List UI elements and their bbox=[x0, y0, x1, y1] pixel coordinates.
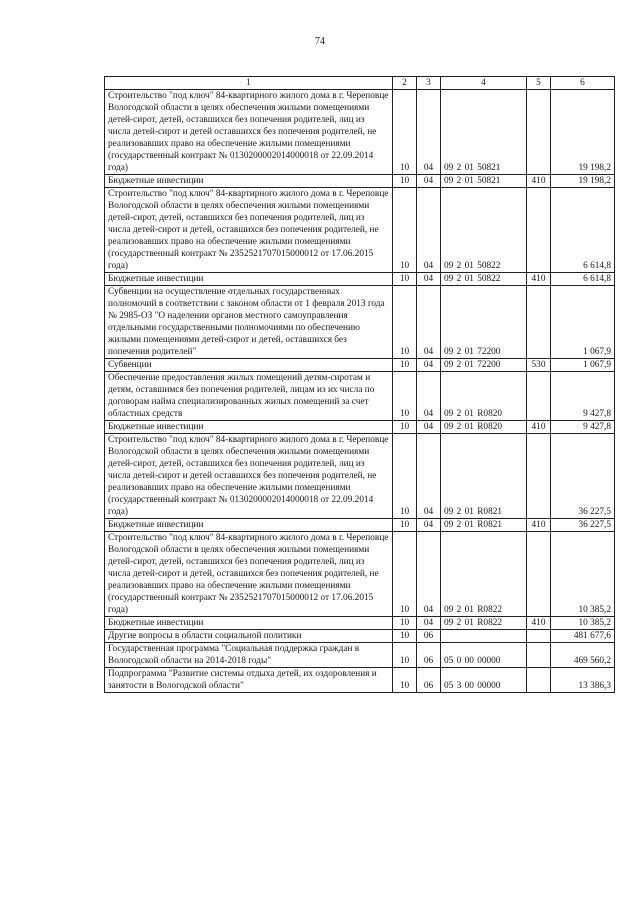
row-section: 10 bbox=[393, 668, 417, 693]
row-name: Строительство "под ключ" 84-квартирного жилого дома в г. Череповце Вологодской области в целях обеспечения жилыми помещениями детей-сирот, детей, оставшихся без попечения родителей, лиц из числа детей-сирот и детей, оставшихся без попечения родителей, не реализовавших право на обеспечение жилыми помещениями (государственный контракт № 2352521707015000012 от 17.06.2015 года) bbox=[105, 532, 393, 617]
row-amount: 13 386,3 bbox=[551, 668, 615, 693]
page-number: 74 bbox=[315, 36, 325, 47]
table-row bbox=[105, 359, 615, 372]
row-expense-type bbox=[527, 668, 551, 693]
row-amount: 19 198,2 bbox=[551, 175, 615, 188]
header-col-2: 2 bbox=[393, 77, 417, 90]
row-section: 10 bbox=[393, 630, 417, 643]
row-expense-type bbox=[527, 188, 551, 273]
table-row bbox=[105, 434, 615, 519]
row-target-code: 09 2 01 72200 bbox=[441, 359, 527, 372]
row-target-code: 09 2 01 50821 bbox=[441, 175, 527, 188]
table-row bbox=[105, 630, 615, 643]
row-amount: 10 385,2 bbox=[551, 617, 615, 630]
row-name: Строительство "под ключ" 84-квартирного жилого дома в г. Череповце Вологодской области в целях обеспечения жилыми помещениями детей-сирот, детей, оставшихся без попечения родителей, лиц из числа детей-сирот и детей, оставшихся без попечения родителей, не реализовавших право на обеспечение жилыми помещениями (государственный контракт № 2352521707015000012 от 17.06.2015 года) bbox=[105, 188, 393, 273]
row-subsection: 06 bbox=[417, 668, 441, 693]
row-target-code bbox=[441, 630, 527, 643]
row-name: Бюджетные инвестиции bbox=[105, 617, 393, 630]
table-row bbox=[105, 286, 615, 359]
row-section: 10 bbox=[393, 434, 417, 519]
row-target-code: 09 2 01 R0822 bbox=[441, 532, 527, 617]
row-subsection: 04 bbox=[417, 532, 441, 617]
header-col-1: 1 bbox=[105, 77, 393, 90]
header-col-5: 5 bbox=[527, 77, 551, 90]
row-name: Строительство "под ключ" 84-квартирного жилого дома в г. Череповце Вологодской области в целях обеспечения жилыми помещениями детей-сирот, детей, оставшихся без попечения родителей, лиц из числа детей-сирот и детей оставшихся без попечения родителей, не реализовавших право на обеспечение жилыми помещениями (государственный контракт № 0130200002014000018 от 22.09.2014 года) bbox=[105, 434, 393, 519]
row-expense-type bbox=[527, 286, 551, 359]
header-col-6: 6 bbox=[551, 77, 615, 90]
row-target-code: 09 2 01 R0821 bbox=[441, 519, 527, 532]
row-name: Бюджетные инвестиции bbox=[105, 175, 393, 188]
table-row bbox=[105, 643, 615, 668]
row-name: Строительство "под ключ" 84-квартирного жилого дома в г. Череповце Вологодской области в целях обеспечения жилыми помещениями детей-сирот, детей, оставшихся без попечения родителей, лиц из числа детей-сирот и детей оставшихся без попечения родителей, не реализовавших право на обеспечение жилыми помещениями (государственный контракт № 0130200002014000018 от 22.09.2014 года) bbox=[105, 90, 393, 175]
row-subsection: 04 bbox=[417, 175, 441, 188]
row-target-code: 09 2 01 50822 bbox=[441, 188, 527, 273]
table-row bbox=[105, 273, 615, 286]
table-row bbox=[105, 421, 615, 434]
row-subsection: 04 bbox=[417, 286, 441, 359]
row-amount: 6 614,8 bbox=[551, 188, 615, 273]
row-amount: 1 067,9 bbox=[551, 359, 615, 372]
table-row bbox=[105, 188, 615, 273]
row-name: Бюджетные инвестиции bbox=[105, 519, 393, 532]
table-row bbox=[105, 519, 615, 532]
row-section: 10 bbox=[393, 286, 417, 359]
row-expense-type bbox=[527, 434, 551, 519]
table-row bbox=[105, 617, 615, 630]
row-amount: 19 198,2 bbox=[551, 90, 615, 175]
row-subsection: 04 bbox=[417, 273, 441, 286]
row-name: Другие вопросы в области социальной политики bbox=[105, 630, 393, 643]
row-subsection: 04 bbox=[417, 617, 441, 630]
row-name: Подпрограмма "Развитие системы отдыха детей, их оздоровления и занятости в Вологодской области" bbox=[105, 668, 393, 693]
row-expense-type bbox=[527, 643, 551, 668]
row-target-code: 09 2 01 50821 bbox=[441, 90, 527, 175]
row-target-code: 05 3 00 00000 bbox=[441, 668, 527, 693]
row-amount: 36 227,5 bbox=[551, 434, 615, 519]
row-subsection: 04 bbox=[417, 434, 441, 519]
row-amount: 9 427,8 bbox=[551, 421, 615, 434]
table-row bbox=[105, 532, 615, 617]
row-amount: 36 227,5 bbox=[551, 519, 615, 532]
row-target-code: 09 2 01 R0820 bbox=[441, 421, 527, 434]
table-row bbox=[105, 175, 615, 188]
row-subsection: 04 bbox=[417, 90, 441, 175]
row-name: Субвенции на осуществление отдельных государственных полномочий в соответствии с законом области от 1 февраля 2013 года № 2985-ОЗ "О наделении органов местного самоуправления отдельными государственными полномочиями по обеспечению жилыми помещениями детей-сирот и детей, оставшихся без попечения родителей" bbox=[105, 286, 393, 359]
row-expense-type: 410 bbox=[527, 175, 551, 188]
row-amount: 469 560,2 bbox=[551, 643, 615, 668]
row-target-code: 09 2 01 R0822 bbox=[441, 617, 527, 630]
row-name: Субвенции bbox=[105, 359, 393, 372]
row-section: 10 bbox=[393, 519, 417, 532]
row-section: 10 bbox=[393, 617, 417, 630]
row-section: 10 bbox=[393, 188, 417, 273]
row-section: 10 bbox=[393, 532, 417, 617]
row-name: Бюджетные инвестиции bbox=[105, 273, 393, 286]
row-target-code: 05 0 00 00000 bbox=[441, 643, 527, 668]
row-target-code: 09 2 01 72200 bbox=[441, 286, 527, 359]
row-section: 10 bbox=[393, 90, 417, 175]
row-name: Обеспечение предоставления жилых помещений детям-сиротам и детям, оставшимся без попечения родителей, лицам из их числа по договорам найма специализированных жилых помещений за счет областных средств bbox=[105, 372, 393, 421]
row-expense-type bbox=[527, 90, 551, 175]
row-target-code: 09 2 01 R0821 bbox=[441, 434, 527, 519]
row-expense-type bbox=[527, 532, 551, 617]
row-amount: 6 614,8 bbox=[551, 273, 615, 286]
row-expense-type bbox=[527, 630, 551, 643]
row-subsection: 06 bbox=[417, 643, 441, 668]
row-name: Государственная программа "Социальная поддержка граждан в Вологодской области на 2014-2018 годы" bbox=[105, 643, 393, 668]
row-expense-type: 410 bbox=[527, 273, 551, 286]
row-amount: 1 067,9 bbox=[551, 286, 615, 359]
row-section: 10 bbox=[393, 372, 417, 421]
row-subsection: 04 bbox=[417, 359, 441, 372]
budget-table bbox=[104, 76, 615, 693]
row-amount: 9 427,8 bbox=[551, 372, 615, 421]
row-section: 10 bbox=[393, 359, 417, 372]
row-subsection: 04 bbox=[417, 519, 441, 532]
table-header-row bbox=[105, 77, 615, 90]
row-section: 10 bbox=[393, 421, 417, 434]
table-row bbox=[105, 668, 615, 693]
row-subsection: 04 bbox=[417, 188, 441, 273]
row-name: Бюджетные инвестиции bbox=[105, 421, 393, 434]
table-row bbox=[105, 372, 615, 421]
row-subsection: 04 bbox=[417, 372, 441, 421]
row-section: 10 bbox=[393, 643, 417, 668]
row-section: 10 bbox=[393, 273, 417, 286]
row-expense-type bbox=[527, 372, 551, 421]
row-expense-type: 530 bbox=[527, 359, 551, 372]
row-target-code: 09 2 01 50822 bbox=[441, 273, 527, 286]
row-subsection: 06 bbox=[417, 630, 441, 643]
table-row bbox=[105, 90, 615, 175]
row-subsection: 04 bbox=[417, 421, 441, 434]
header-col-4: 4 bbox=[441, 77, 527, 90]
row-expense-type: 410 bbox=[527, 617, 551, 630]
header-col-3: 3 bbox=[417, 77, 441, 90]
row-expense-type: 410 bbox=[527, 519, 551, 532]
row-amount: 10 385,2 bbox=[551, 532, 615, 617]
row-target-code: 09 2 01 R0820 bbox=[441, 372, 527, 421]
row-section: 10 bbox=[393, 175, 417, 188]
row-amount: 481 677,6 bbox=[551, 630, 615, 643]
row-expense-type: 410 bbox=[527, 421, 551, 434]
